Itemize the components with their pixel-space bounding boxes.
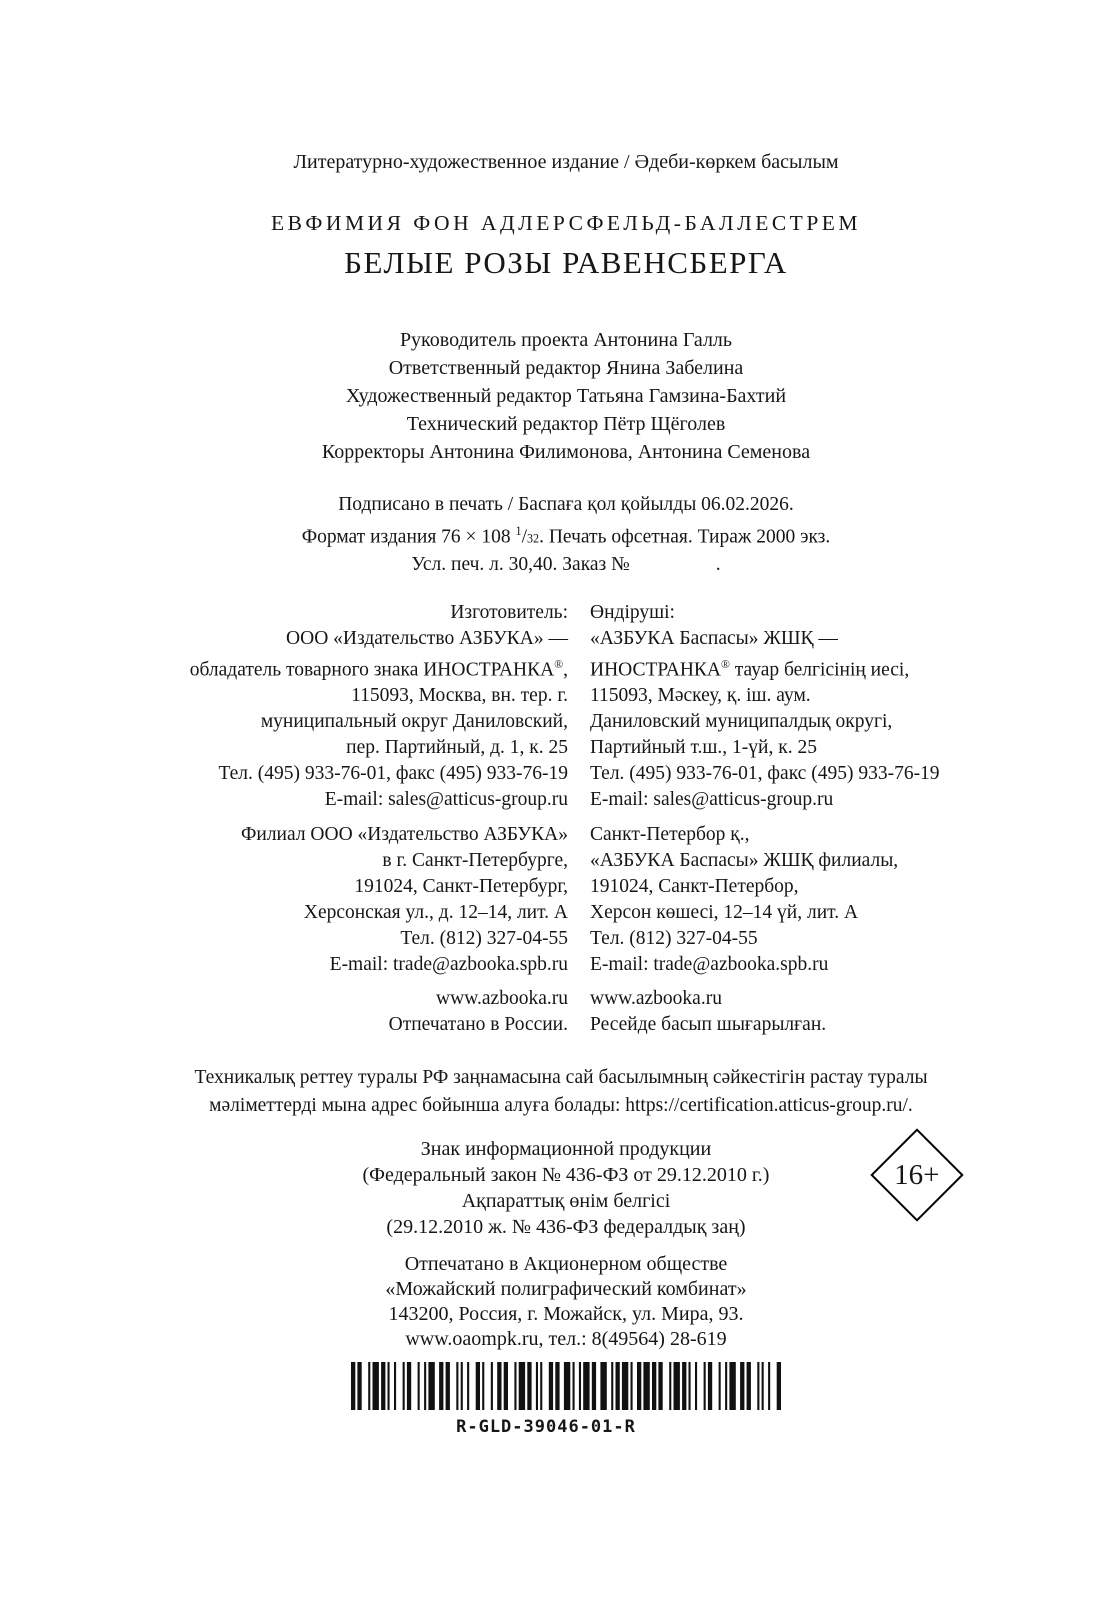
barcode-section bbox=[180, 1362, 952, 1437]
info-sign-line: Ақпараттық өнім белгісі bbox=[461, 1190, 671, 1212]
fraction-separator: / bbox=[521, 526, 528, 548]
manufacturer-line: пер. Партийный, д. 1, к. 25 bbox=[346, 737, 568, 758]
branch-line: Херсонская ул., д. 12–14, лит. А bbox=[303, 902, 568, 923]
credit-line: Художественный редактор Татьяна Гамзина-Бахтий bbox=[345, 385, 787, 407]
manufacturer-heading: Изготовитель: bbox=[450, 601, 568, 623]
info-sign-line: (Федеральный закон № 436-ФЗ от 29.12.2010 г.) bbox=[362, 1164, 770, 1186]
publisher-columns bbox=[180, 600, 952, 1039]
branch-email: E-mail: trade@azbooka.spb.ru bbox=[329, 954, 568, 975]
print-info-block bbox=[180, 492, 952, 578]
barcode bbox=[351, 1362, 781, 1410]
branch-line: 191024, Санкт-Петербор, bbox=[590, 876, 799, 897]
branch-block-russian bbox=[180, 822, 568, 978]
column-gap bbox=[568, 600, 590, 1039]
colophon-content bbox=[180, 0, 952, 1437]
manufacturer-email: E-mail: sales@atticus-group.ru bbox=[324, 789, 568, 810]
manufacturer-email: E-mail: sales@atticus-group.ru bbox=[590, 789, 834, 810]
certification-line: мәліметтерді мына адрес бойынша алуға болады: https://certification.atticus-group.ru/. bbox=[209, 1095, 913, 1116]
credit-line: Руководитель проекта Антонина Галль bbox=[399, 329, 733, 351]
format-line: Формат издания 76 × 108 $^1$/32. Печать офсетная. Тираж 2000 экз. bbox=[301, 524, 831, 548]
printer-line: Отпечатано в Акционерном обществе bbox=[404, 1253, 728, 1275]
manufacturer-line: ООО «Издательство АЗБУКА» — bbox=[286, 627, 568, 649]
signed-in-print-line: Подписано в печать / Баспаға қол қойылды 06.02.2026. bbox=[338, 494, 794, 515]
branch-line: 191024, Санкт-Петербург, bbox=[354, 876, 568, 897]
manufacturer-line: 115093, Москва, вн. тер. г. bbox=[351, 685, 568, 706]
edition-line: Литературно-художественное издание / Әдеби-көркем басылым bbox=[293, 151, 839, 173]
printer-block bbox=[180, 1252, 952, 1352]
branch-phone: Тел. (812) 327-04-55 bbox=[590, 928, 758, 949]
website-line: www.azbooka.ru bbox=[590, 988, 722, 1009]
branch-line: «АЗБУКА Баспасы» ЖШҚ филиалы, bbox=[590, 850, 899, 871]
info-sign-line: (29.12.2010 ж. № 436-ФЗ федералдық заң) bbox=[386, 1216, 746, 1238]
credit-line: Ответственный редактор Янина Забелина bbox=[388, 357, 744, 379]
printed-in-line: Ресейде басып шығарылған. bbox=[590, 1014, 827, 1035]
manufacturer-line: Даниловский муниципалдық округі, bbox=[590, 711, 893, 732]
branch-email: E-mail: trade@azbooka.spb.ru bbox=[590, 954, 829, 975]
manufacturer-phone: Тел. (495) 933-76-01, факс (495) 933-76-19 bbox=[218, 763, 568, 784]
certification-line: Техникалық реттеу туралы РФ заңнамасына сай басылымның сәйкестігін растау туралы bbox=[194, 1067, 928, 1088]
fraction-numerator: 1 bbox=[515, 524, 522, 538]
manufacturer-line: Партийный т.ш., 1-үй, к. 25 bbox=[590, 737, 817, 758]
registered-trademark-icon: ® bbox=[721, 657, 730, 671]
branch-line: Санкт-Петербор қ., bbox=[590, 824, 750, 845]
book-title: БЕЛЫЕ РОЗЫ РАВЕНСБЕРГА bbox=[344, 245, 788, 280]
branch-line: в г. Санкт-Петербурге, bbox=[382, 850, 568, 871]
printed-in-line: Отпечатано в России. bbox=[388, 1014, 568, 1035]
branch-phone: Тел. (812) 327-04-55 bbox=[400, 928, 568, 949]
credit-line: Технический редактор Пётр Щёголев bbox=[406, 413, 726, 435]
info-product-sign-block bbox=[180, 1136, 952, 1240]
branch-block-kazakh bbox=[590, 822, 952, 978]
author-name: ЕВФИМИЯ ФОН АДЛЕРСФЕЛЬД-БАЛЛЕСТРЕМ bbox=[270, 211, 862, 235]
order-line: Усл. печ. л. 30,40. Заказ № . bbox=[411, 553, 721, 575]
fraction-denominator: 32 bbox=[527, 531, 540, 546]
manufacturer-line: ИНОСТРАНКА® тауар белгісінің иесі, bbox=[590, 657, 910, 680]
publisher-column-russian bbox=[180, 600, 568, 1039]
manufacturer-line: обладатель товарного знака ИНОСТРАНКА®, bbox=[189, 657, 568, 680]
credit-line: Корректоры Антонина Филимонова, Антонина Семенова bbox=[321, 441, 811, 463]
registered-trademark-icon: ® bbox=[554, 657, 564, 671]
barcode-label: R-GLD-39046-01-R bbox=[456, 1417, 636, 1437]
web-block-russian bbox=[180, 986, 568, 1038]
printer-line: 143200, Россия, г. Можайск, ул. Мира, 93. bbox=[388, 1303, 744, 1325]
branch-line: Херсон көшесі, 12–14 үй, лит. А bbox=[590, 902, 859, 923]
web-block-kazakh bbox=[590, 986, 952, 1038]
printer-line: www.oaompk.ru, тел.: 8(49564) 28-619 bbox=[405, 1328, 727, 1350]
manufacturer-line: муниципальный округ Даниловский, bbox=[260, 711, 568, 732]
manufacturer-line: «АЗБУКА Баспасы» ЖШҚ — bbox=[590, 627, 838, 649]
credits-block bbox=[180, 326, 952, 466]
printer-line: «Можайский полиграфический комбинат» bbox=[385, 1278, 747, 1300]
certification-note bbox=[150, 1064, 972, 1120]
info-sign-line: Знак информационной продукции bbox=[420, 1138, 712, 1160]
publisher-column-kazakh bbox=[590, 600, 952, 1039]
branch-line: Филиал ООО «Издательство АЗБУКА» bbox=[240, 824, 568, 845]
manufacturer-heading: Өндіруші: bbox=[590, 601, 675, 623]
age-rating-label: 16+ bbox=[894, 1158, 940, 1191]
manufacturer-phone: Тел. (495) 933-76-01, факс (495) 933-76-19 bbox=[590, 763, 940, 784]
manufacturer-line: 115093, Мәскеу, қ. іш. аум. bbox=[590, 685, 811, 706]
website-line: www.azbooka.ru bbox=[436, 988, 568, 1009]
